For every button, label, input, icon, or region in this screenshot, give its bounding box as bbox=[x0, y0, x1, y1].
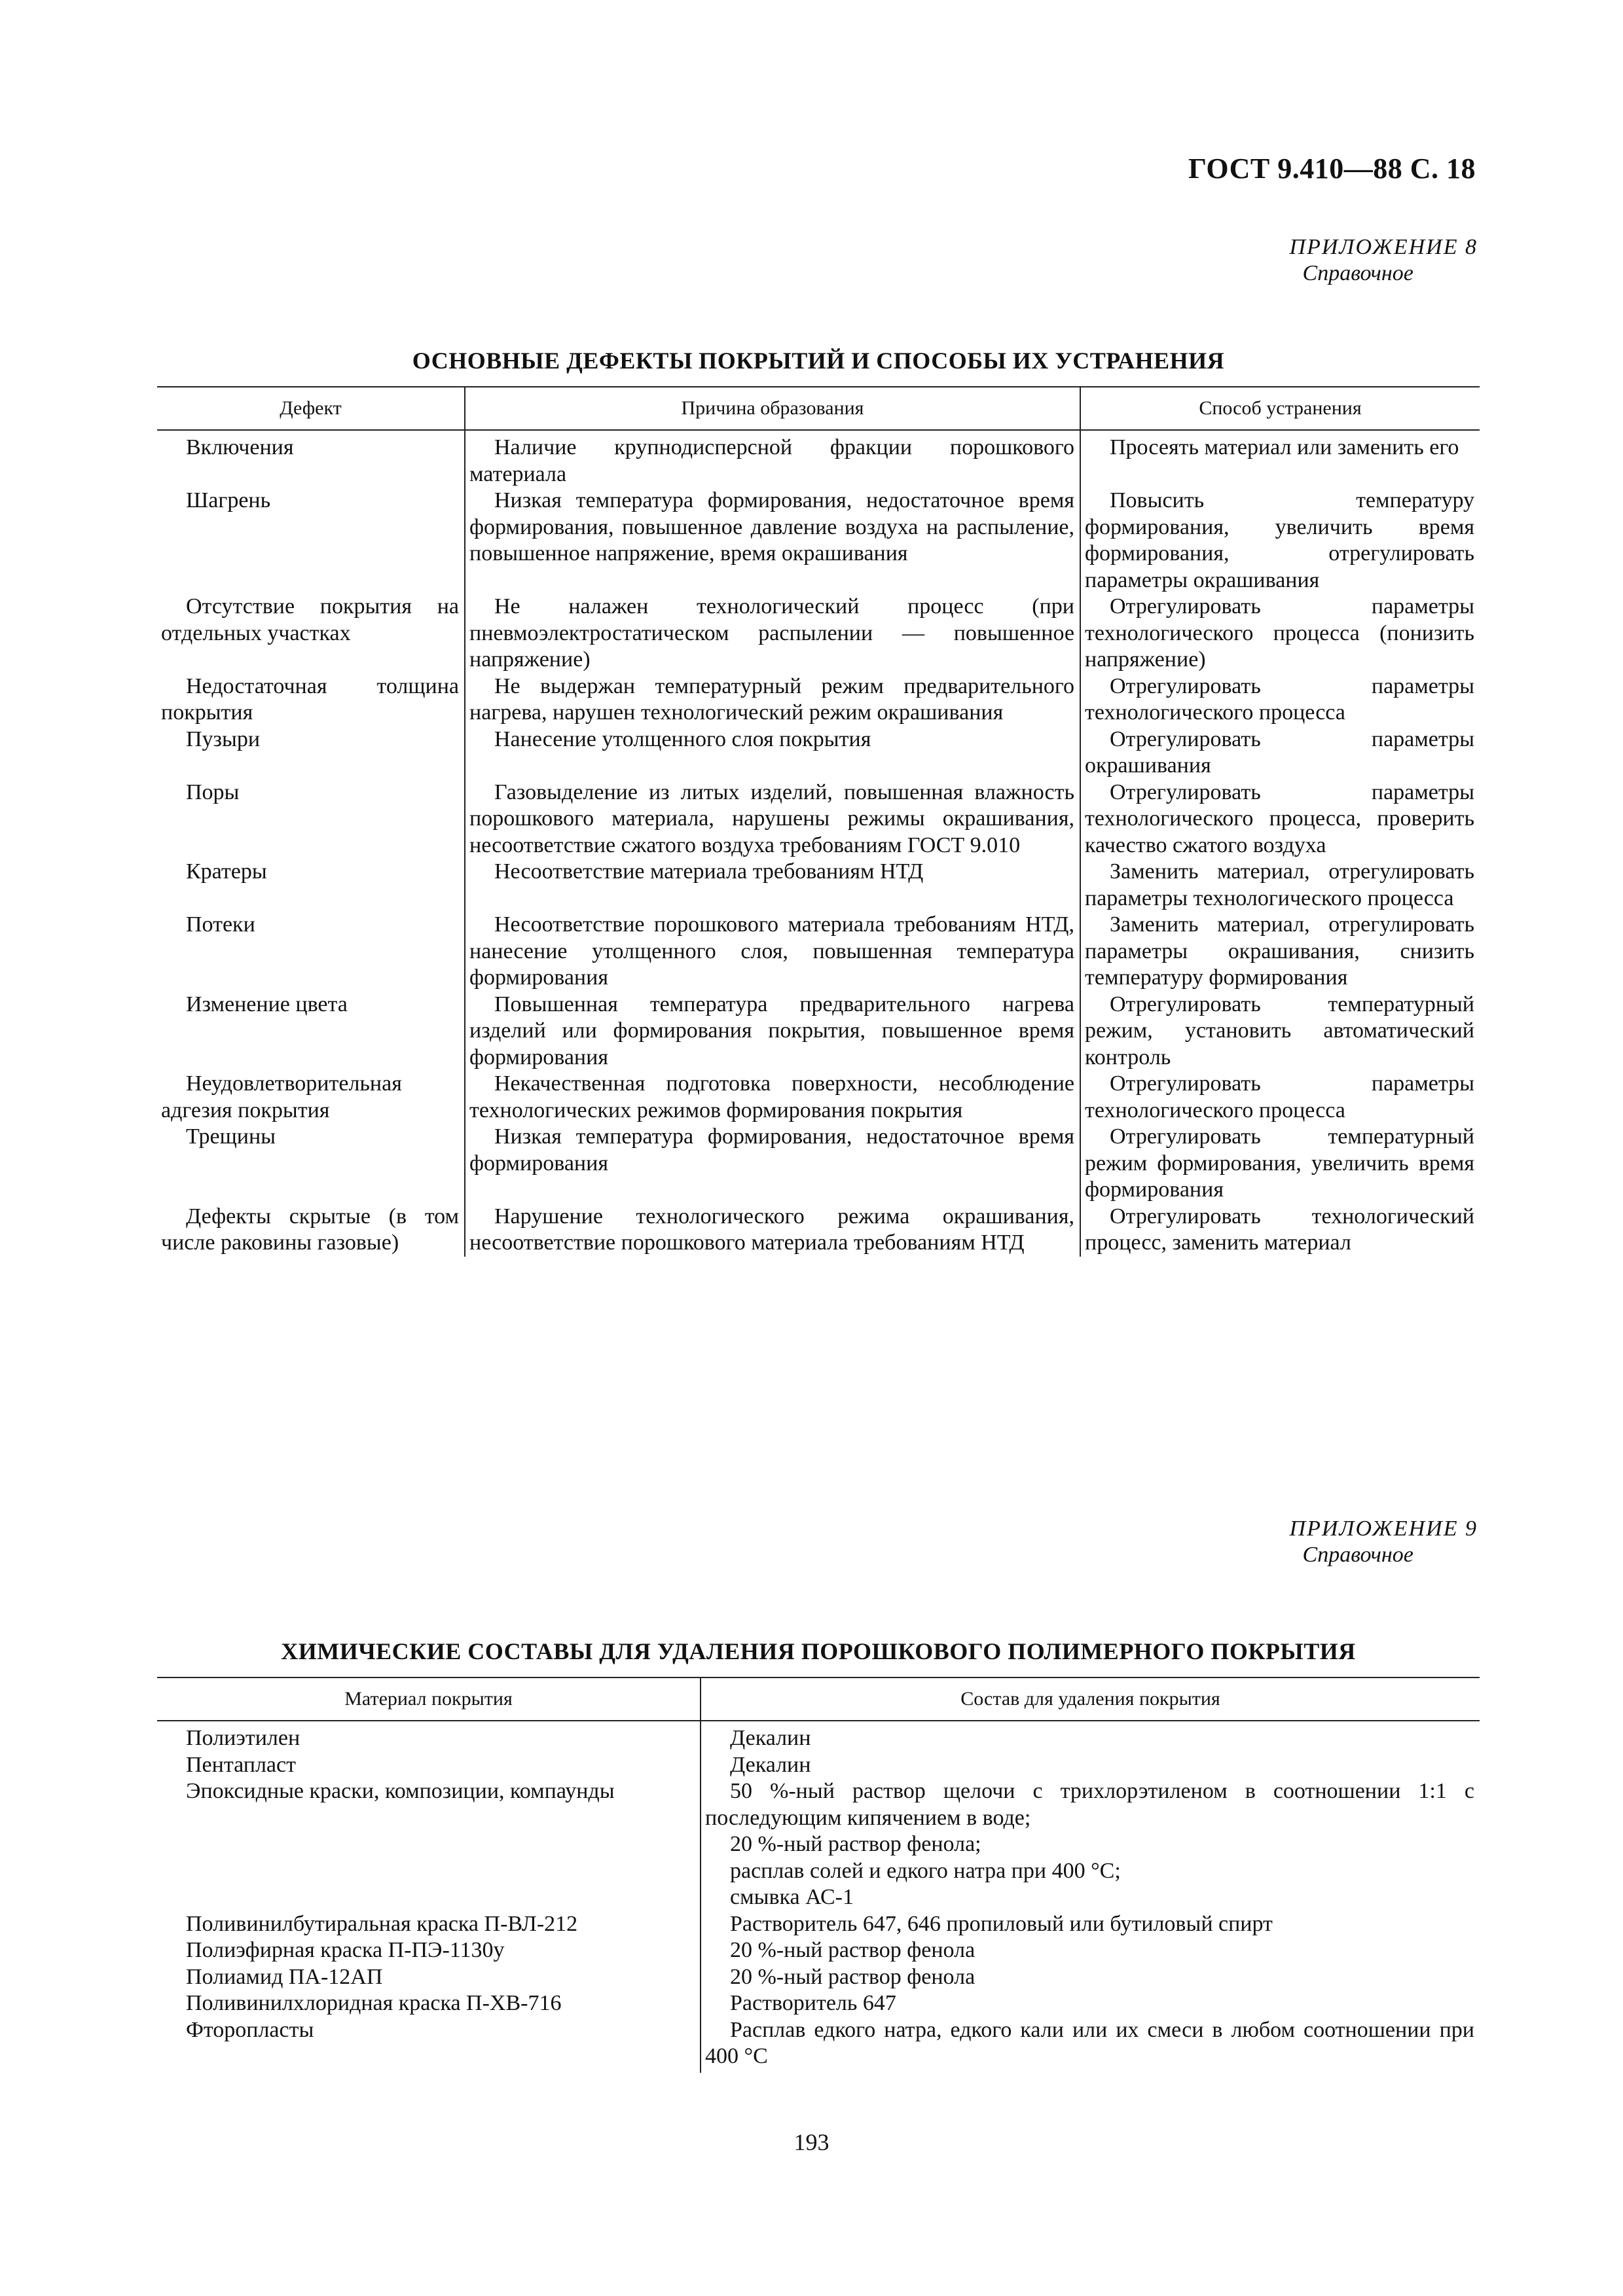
defect-cell: Трещины bbox=[186, 1124, 276, 1149]
defects-table-header bbox=[157, 387, 1480, 430]
composition-line: смывка АС-1 bbox=[730, 1885, 854, 1909]
defect-cell: Дефекты скрытые (в том числе раковины газовые) bbox=[161, 1204, 459, 1255]
table-row bbox=[157, 2017, 1480, 2073]
table-row bbox=[157, 1721, 1480, 1752]
table-row bbox=[157, 1990, 1480, 2017]
defect-cell: Шагрень bbox=[186, 488, 271, 512]
remedy-cell: Отрегулировать параметры технологического процесса bbox=[1080, 1071, 1480, 1124]
page-number: 193 bbox=[793, 2129, 830, 2155]
cause-cell: Нарушение технологического режима окрашивания, несоответствие порошкового материала требованиям НТД bbox=[465, 1204, 1080, 1257]
appendix-9-label bbox=[1290, 1516, 1478, 1568]
compositions-table-title: ХИМИЧЕСКИЕ СОСТАВЫ ДЛЯ УДАЛЕНИЯ ПОРОШКОВОГО ПОЛИМЕРНОГО ПОКРЫТИЯ bbox=[281, 1638, 1356, 1664]
material-cell: Поливинилхлоридная краска П-ХВ-716 bbox=[186, 1991, 562, 2015]
composition-line: расплав солей и едкого натра при 400 °С; bbox=[730, 1858, 1121, 1883]
remedy-cell: Повысить температуру формирования, увеличить время формирования, отрегулировать параметры окрашивания bbox=[1080, 488, 1480, 594]
composition-line: Декалин bbox=[730, 1752, 811, 1777]
table-row bbox=[157, 1124, 1480, 1204]
composition-line: Растворитель 647 bbox=[730, 1991, 896, 2015]
table-row bbox=[157, 912, 1480, 992]
cause-cell: Некачественная подготовка поверхности, несоблюдение технологических режимов формирования покрытия bbox=[465, 1071, 1080, 1124]
composition-cell bbox=[701, 1990, 1480, 2017]
defects-table bbox=[157, 386, 1480, 1257]
cause-cell: Несоответствие порошкового материала требованиям НТД, нанесение утолщенного слоя, повышенная температура формирования bbox=[465, 912, 1080, 992]
remedy-cell: Заменить материал, отрегулировать параметры технологического процесса bbox=[1080, 859, 1480, 912]
compositions-table-header bbox=[157, 1677, 1480, 1721]
appendix-8-label bbox=[1290, 234, 1478, 287]
remedy-cell: Отрегулировать температурный режим формирования, увеличить время формирования bbox=[1080, 1124, 1480, 1204]
cause-cell: Наличие крупнодисперсной фракции порошкового материала bbox=[465, 430, 1080, 488]
column-header-defect: Дефект bbox=[157, 387, 465, 430]
remedy-cell: Отрегулировать параметры технологического процесса (понизить напряжение) bbox=[1080, 594, 1480, 673]
table-row bbox=[157, 1778, 1480, 1911]
composition-cell bbox=[701, 1911, 1480, 1938]
composition-line: 20 %-ный раствор фенола bbox=[730, 1964, 976, 1989]
material-cell: Эпоксидные краски, композиции, компаунды bbox=[186, 1779, 615, 1803]
table-row bbox=[157, 430, 1480, 488]
table-row bbox=[157, 859, 1480, 912]
column-header-cause: Причина образования bbox=[465, 387, 1080, 430]
composition-line: Расплав едкого натра, едкого кали или их смеси в любом соотношении при 400 °С bbox=[705, 2017, 1474, 2068]
composition-line: 20 %-ный раствор фенола bbox=[730, 1938, 976, 1962]
composition-line: Декалин bbox=[730, 1726, 811, 1750]
defect-cell: Потеки bbox=[186, 912, 255, 937]
defect-cell: Пузыри bbox=[186, 726, 261, 751]
defect-cell: Недостаточная толщина покрытия bbox=[161, 673, 459, 725]
defects-table-title: ОСНОВНЫЕ ДЕФЕКТЫ ПОКРЫТИЙ И СПОСОБЫ ИХ УСТРАНЕНИЯ bbox=[412, 348, 1225, 374]
table-row bbox=[157, 1752, 1480, 1779]
composition-cell bbox=[701, 2017, 1480, 2073]
appendix-9-number: ПРИЛОЖЕНИЕ 9 bbox=[1289, 1516, 1478, 1541]
composition-cell bbox=[701, 1752, 1480, 1779]
table-row bbox=[157, 1911, 1480, 1938]
material-cell: Полиамид ПА-12АП bbox=[186, 1964, 383, 1989]
column-header-remedy: Способ устранения bbox=[1080, 387, 1480, 430]
composition-cell bbox=[701, 1721, 1480, 1752]
cause-cell: Не налажен технологический процесс (при пневмоэлектростатическом распылении — повышенное напряжение) bbox=[465, 594, 1080, 673]
defect-cell: Изменение цвета bbox=[186, 992, 348, 1016]
composition-line: 20 %-ный раствор фенола; bbox=[730, 1832, 981, 1856]
material-cell: Поливинилбутиральная краска П-ВЛ-212 bbox=[186, 1911, 578, 1936]
defect-cell: Кратеры bbox=[186, 859, 267, 884]
defect-cell: Неудовлетворительная адгезия покрытия bbox=[161, 1071, 402, 1122]
remedy-cell: Отрегулировать технологический процесс, заменить материал bbox=[1080, 1204, 1480, 1257]
material-cell: Полиэтилен bbox=[186, 1726, 301, 1750]
composition-line: 50 %-ный раствор щелочи с трихлорэтиленом в соотношении 1:1 с последующим кипячением в воде; bbox=[705, 1779, 1474, 1830]
table-row bbox=[157, 1204, 1480, 1257]
remedy-cell: Заменить материал, отрегулировать параметры окрашивания, снизить температуру формирования bbox=[1080, 912, 1480, 992]
material-cell: Фторопласты bbox=[186, 2017, 314, 2042]
remedy-cell: Отрегулировать параметры окрашивания bbox=[1080, 726, 1480, 780]
table-row bbox=[157, 1071, 1480, 1124]
composition-line: Растворитель 647, 646 пропиловый или бутиловый спирт bbox=[730, 1911, 1273, 1936]
table-row bbox=[157, 488, 1480, 594]
composition-cell bbox=[701, 1778, 1480, 1911]
defect-cell: Поры bbox=[186, 780, 240, 804]
remedy-cell: Просеять материал или заменить его bbox=[1080, 430, 1480, 488]
table-row bbox=[157, 726, 1480, 780]
cause-cell: Несоответствие материала требованиям НТД bbox=[465, 859, 1080, 912]
material-cell: Пентапласт bbox=[186, 1752, 296, 1777]
appendix-8-note: Справочное bbox=[1302, 261, 1413, 285]
cause-cell: Низкая температура формирования, недостаточное время формирования, повышенное давление воздуха на распыление, повышенное напряжение, время окрашивания bbox=[465, 488, 1080, 594]
composition-cell bbox=[701, 1937, 1480, 1964]
table-row bbox=[157, 992, 1480, 1071]
appendix-8-number: ПРИЛОЖЕНИЕ 8 bbox=[1289, 235, 1478, 259]
document-code: ГОСТ 9.410—88 С. 18 bbox=[1188, 152, 1476, 185]
remedy-cell: Отрегулировать температурный режим, установить автоматический контроль bbox=[1080, 992, 1480, 1071]
column-header-material: Материал покрытия bbox=[157, 1677, 701, 1721]
defect-cell: Отсутствие покрытия на отдельных участках bbox=[161, 594, 459, 645]
remedy-cell: Отрегулировать параметры технологического процесса, проверить качество сжатого воздуха bbox=[1080, 780, 1480, 859]
table-row bbox=[157, 1937, 1480, 1964]
table-row bbox=[157, 1964, 1480, 1991]
material-cell: Полиэфирная краска П-ПЭ-1130у bbox=[186, 1938, 505, 1962]
cause-cell: Повышенная температура предварительного нагрева изделий или формирования покрытия, повышенное время формирования bbox=[465, 992, 1080, 1071]
defect-cell: Включения bbox=[186, 435, 294, 459]
table-row bbox=[157, 780, 1480, 859]
appendix-9-note: Справочное bbox=[1302, 1543, 1413, 1567]
cause-cell: Не выдержан температурный режим предварительного нагрева, нарушен технологический режим окрашивания bbox=[465, 673, 1080, 726]
cause-cell: Низкая температура формирования, недостаточное время формирования bbox=[465, 1124, 1080, 1204]
column-header-composition: Состав для удаления покрытия bbox=[701, 1677, 1480, 1721]
cause-cell: Нанесение утолщенного слоя покрытия bbox=[465, 726, 1080, 780]
table-row bbox=[157, 673, 1480, 726]
remedy-cell: Отрегулировать параметры технологического процесса bbox=[1080, 673, 1480, 726]
compositions-table bbox=[157, 1677, 1480, 2073]
table-row bbox=[157, 594, 1480, 673]
cause-cell: Газовыделение из литых изделий, повышенная влажность порошкового материала, нарушены режимы окрашивания, несоответствие сжатого воздуха требованиям ГОСТ 9.010 bbox=[465, 780, 1080, 859]
composition-cell bbox=[701, 1964, 1480, 1991]
